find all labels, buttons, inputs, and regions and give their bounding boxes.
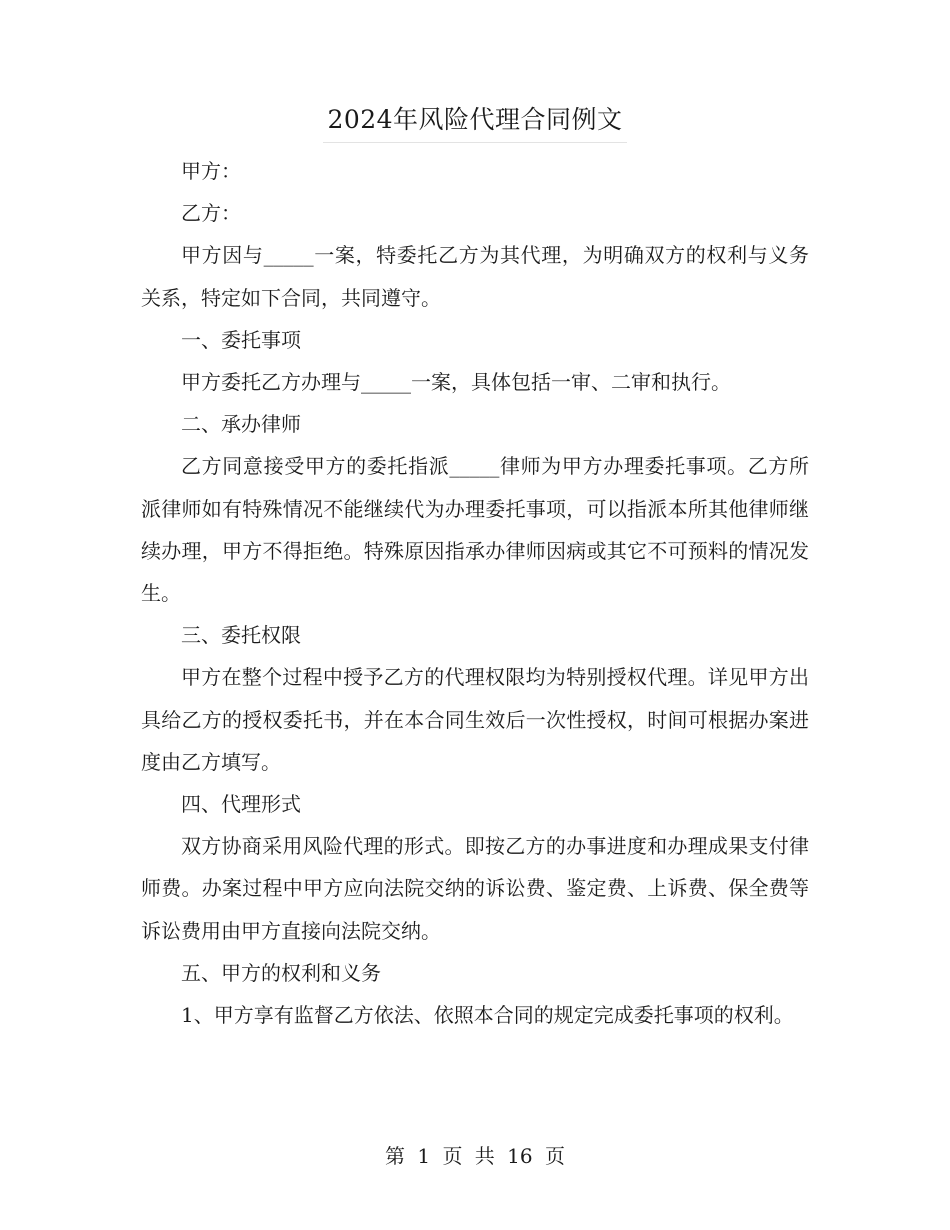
section-body-5-item-1: 1、甲方享有监督乙方依法、依照本合同的规定完成委托事项的权利。: [181, 1003, 794, 1028]
section-body-2: 乙方同意接受甲方的委托指派_____律师为甲方办理委托事项。乙方所派律师如有特殊情况不能继续代为办理委托事项，可以指派本所其他律师继续办理，甲方不得拒绝。特殊原因指承办律师因病或其它不可预料的情况发生。: [141, 454, 809, 606]
section-heading-5: 五、甲方的权利和义务: [181, 960, 381, 985]
party-b-line: 乙方：: [181, 201, 241, 226]
section-body-3: 甲方在整个过程中授予乙方的代理权限均为特别授权代理。详见甲方出具给乙方的授权委托书，并在本合同生效后一次性授权，时间可根据办案进度由乙方填写。: [141, 665, 809, 774]
section-heading-3: 三、委托权限: [181, 623, 301, 648]
section-heading-1: 一、委托事项: [181, 327, 301, 352]
section-body-1: 甲方委托乙方办理与_____一案，具体包括一审、二审和执行。: [181, 370, 731, 395]
section-heading-4: 四、代理形式: [181, 792, 301, 817]
party-a-line: 甲方：: [181, 159, 241, 183]
document-title: 2024年风险代理合同例文: [323, 100, 626, 143]
title-container: [0, 100, 950, 143]
document-body: [141, 150, 809, 1036]
section-heading-2: 二、承办律师: [181, 412, 301, 437]
intro-paragraph: 甲方因与_____一案，特委托乙方为其代理，为明确双方的权利与义务关系，特定如下合同，共同遵守。: [141, 243, 809, 310]
page-number-footer: 第 1 页 共 16 页: [385, 1144, 565, 1168]
section-body-4: 双方协商采用风险代理的形式。即按乙方的办事进度和办理成果支付律师费。办案过程中甲方应向法院交纳的诉讼费、鉴定费、上诉费、保全费等诉讼费用由甲方直接向法院交纳。: [141, 834, 809, 943]
